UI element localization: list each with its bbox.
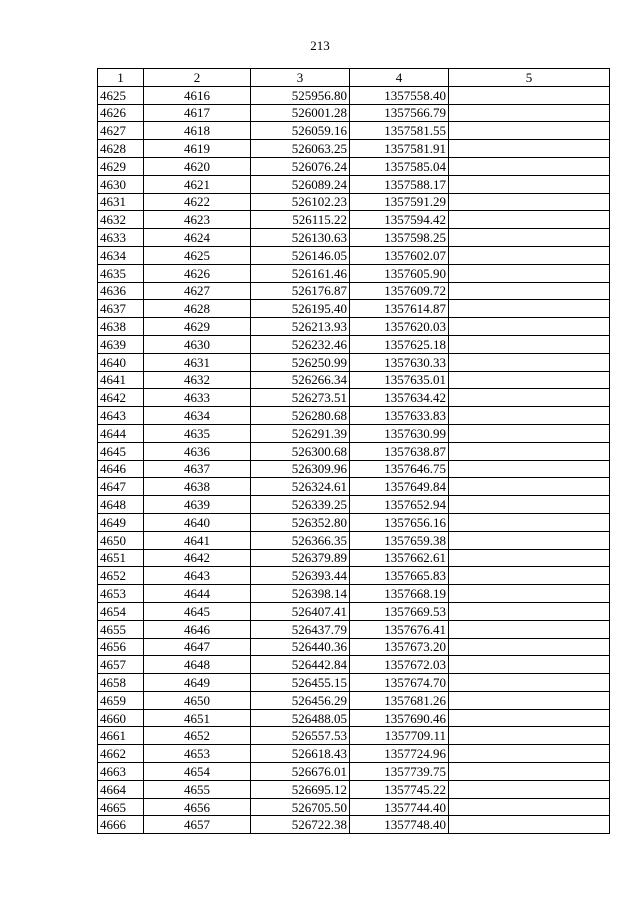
table-cell: 4658 (98, 674, 144, 692)
table-body (98, 86, 610, 833)
table-cell: 1357739.75 (350, 763, 449, 781)
table-cell: 4648 (144, 656, 251, 674)
table-cell: 4635 (98, 264, 144, 282)
table-cell: 4640 (98, 353, 144, 371)
table-cell (449, 335, 610, 353)
table-cell: 4638 (144, 478, 251, 496)
table-cell: 4657 (144, 816, 251, 834)
table-cell: 526176.87 (251, 282, 350, 300)
table-cell: 4650 (144, 691, 251, 709)
table-cell: 1357585.04 (350, 157, 449, 175)
table-cell: 1357598.25 (350, 229, 449, 247)
table-cell: 526089.24 (251, 175, 350, 193)
table-row (98, 442, 610, 460)
table-cell: 4646 (144, 620, 251, 638)
table-row (98, 104, 610, 122)
table-cell: 4632 (98, 211, 144, 229)
table-cell: 526324.61 (251, 478, 350, 496)
table-cell: 4664 (98, 780, 144, 798)
table-cell: 526455.15 (251, 674, 350, 692)
table-row (98, 496, 610, 514)
table-cell (449, 602, 610, 620)
table-cell: 1357659.38 (350, 531, 449, 549)
table-cell: 526130.63 (251, 229, 350, 247)
table-row (98, 602, 610, 620)
table-cell: 4622 (144, 193, 251, 211)
table-cell (449, 513, 610, 531)
table-row (98, 816, 610, 834)
table-cell (449, 763, 610, 781)
table-cell: 4619 (144, 140, 251, 158)
table-cell (449, 780, 610, 798)
table-row (98, 140, 610, 158)
table-cell: 4629 (144, 318, 251, 336)
table-cell (449, 478, 610, 496)
table-cell: 526705.50 (251, 798, 350, 816)
table-cell: 4651 (98, 549, 144, 567)
table-cell: 526676.01 (251, 763, 350, 781)
column-header: 3 (251, 69, 350, 87)
table-cell: 1357594.42 (350, 211, 449, 229)
table-row (98, 585, 610, 603)
table-cell: 4652 (98, 567, 144, 585)
table-cell: 1357674.70 (350, 674, 449, 692)
table-cell: 526161.46 (251, 264, 350, 282)
table-cell: 4626 (98, 104, 144, 122)
table-cell: 4655 (98, 620, 144, 638)
column-header: 5 (449, 69, 610, 87)
table-cell: 526266.34 (251, 371, 350, 389)
table-cell: 1357665.83 (350, 567, 449, 585)
table-cell: 4618 (144, 122, 251, 140)
table-cell: 4616 (144, 86, 251, 104)
table-cell: 4625 (144, 246, 251, 264)
table-cell: 526273.51 (251, 389, 350, 407)
table-cell: 526250.99 (251, 353, 350, 371)
table-cell: 526437.79 (251, 620, 350, 638)
table-cell (449, 585, 610, 603)
table-cell (449, 211, 610, 229)
table-cell: 526722.38 (251, 816, 350, 834)
table-cell (449, 175, 610, 193)
table-cell: 4654 (98, 602, 144, 620)
table-cell (449, 140, 610, 158)
table-row (98, 193, 610, 211)
column-header: 2 (144, 69, 251, 87)
table-cell: 1357656.16 (350, 513, 449, 531)
table-cell: 4653 (98, 585, 144, 603)
table-cell (449, 193, 610, 211)
table-cell: 526407.41 (251, 602, 350, 620)
table-cell: 4621 (144, 175, 251, 193)
table-cell: 4623 (144, 211, 251, 229)
table-cell (449, 229, 610, 247)
table-cell: 526232.46 (251, 335, 350, 353)
table-row (98, 229, 610, 247)
table-cell: 4649 (98, 513, 144, 531)
table-cell: 526146.05 (251, 246, 350, 264)
table-cell (449, 691, 610, 709)
table-cell: 1357634.42 (350, 389, 449, 407)
table-cell: 526300.68 (251, 442, 350, 460)
table-cell (449, 549, 610, 567)
table-row (98, 656, 610, 674)
table-cell: 1357630.33 (350, 353, 449, 371)
table-cell: 4661 (98, 727, 144, 745)
table-cell (449, 460, 610, 478)
table-row (98, 353, 610, 371)
table-cell: 4652 (144, 727, 251, 745)
column-header: 4 (350, 69, 449, 87)
table-cell (449, 424, 610, 442)
table-cell: 4665 (98, 798, 144, 816)
table-row (98, 282, 610, 300)
table-cell: 4631 (144, 353, 251, 371)
table-row (98, 318, 610, 336)
table-cell: 1357748.40 (350, 816, 449, 834)
table-cell: 4624 (144, 229, 251, 247)
table-cell: 1357633.83 (350, 407, 449, 425)
table-cell: 526393.44 (251, 567, 350, 585)
table-cell: 526398.14 (251, 585, 350, 603)
table-cell (449, 157, 610, 175)
table-row (98, 460, 610, 478)
table-cell: 526440.36 (251, 638, 350, 656)
table-row (98, 300, 610, 318)
table-cell: 1357673.20 (350, 638, 449, 656)
table-cell (449, 407, 610, 425)
table-cell: 4645 (144, 602, 251, 620)
table-cell: 526379.89 (251, 549, 350, 567)
table-cell: 4641 (144, 531, 251, 549)
table-cell: 4654 (144, 763, 251, 781)
table-cell: 526213.93 (251, 318, 350, 336)
table-cell: 526059.16 (251, 122, 350, 140)
table-cell (449, 353, 610, 371)
table-cell: 1357625.18 (350, 335, 449, 353)
table-cell: 4649 (144, 674, 251, 692)
table-cell: 526001.28 (251, 104, 350, 122)
table-cell: 526339.25 (251, 496, 350, 514)
table-cell: 4656 (144, 798, 251, 816)
table-row (98, 798, 610, 816)
table-cell: 4631 (98, 193, 144, 211)
table-cell: 1357681.26 (350, 691, 449, 709)
table-cell (449, 620, 610, 638)
table-cell: 1357638.87 (350, 442, 449, 460)
table-cell: 526456.29 (251, 691, 350, 709)
table-row (98, 531, 610, 549)
table-cell: 4636 (98, 282, 144, 300)
table-row (98, 763, 610, 781)
table-cell: 1357690.46 (350, 709, 449, 727)
table-row (98, 86, 610, 104)
table-cell: 1357646.75 (350, 460, 449, 478)
table-cell (449, 727, 610, 745)
table-cell (449, 86, 610, 104)
table-cell: 1357744.40 (350, 798, 449, 816)
table-cell: 526695.12 (251, 780, 350, 798)
table-cell: 1357602.07 (350, 246, 449, 264)
table-cell: 4650 (98, 531, 144, 549)
table-row (98, 620, 610, 638)
table-cell: 4644 (144, 585, 251, 603)
table-cell: 4630 (144, 335, 251, 353)
table-cell: 526063.25 (251, 140, 350, 158)
table-cell: 1357581.55 (350, 122, 449, 140)
table-cell: 1357669.53 (350, 602, 449, 620)
table-cell: 4655 (144, 780, 251, 798)
table-cell: 4647 (98, 478, 144, 496)
table-cell (449, 531, 610, 549)
table-row (98, 157, 610, 175)
page-number: 213 (310, 38, 330, 53)
table-row (98, 727, 610, 745)
table-cell: 4644 (98, 424, 144, 442)
table-cell: 4643 (144, 567, 251, 585)
table-cell: 4659 (98, 691, 144, 709)
table-row (98, 335, 610, 353)
table-cell: 1357662.61 (350, 549, 449, 567)
table-row (98, 745, 610, 763)
table-cell: 4633 (144, 389, 251, 407)
table-cell: 4647 (144, 638, 251, 656)
table-row (98, 211, 610, 229)
table-row (98, 478, 610, 496)
table-cell: 526618.43 (251, 745, 350, 763)
table-cell (449, 264, 610, 282)
table-cell: 4627 (98, 122, 144, 140)
table-row (98, 122, 610, 140)
table-cell (449, 745, 610, 763)
table-row (98, 389, 610, 407)
table-row (98, 638, 610, 656)
table-cell: 1357649.84 (350, 478, 449, 496)
table-cell: 4630 (98, 175, 144, 193)
table-cell: 4628 (98, 140, 144, 158)
table-cell: 1357668.19 (350, 585, 449, 603)
table-cell: 525956.80 (251, 86, 350, 104)
table-cell: 4641 (98, 371, 144, 389)
table-cell: 1357566.79 (350, 104, 449, 122)
table-cell: 1357630.99 (350, 424, 449, 442)
table-row (98, 513, 610, 531)
table-cell (449, 318, 610, 336)
table-cell: 526115.22 (251, 211, 350, 229)
table-cell: 526488.05 (251, 709, 350, 727)
table-cell: 1357609.72 (350, 282, 449, 300)
table-cell: 4620 (144, 157, 251, 175)
table-cell: 4634 (98, 246, 144, 264)
table-cell: 4627 (144, 282, 251, 300)
table-cell: 4660 (98, 709, 144, 727)
table-row (98, 407, 610, 425)
table-cell: 4617 (144, 104, 251, 122)
table-row (98, 674, 610, 692)
table-row (98, 780, 610, 798)
table-cell (449, 638, 610, 656)
table-cell: 4646 (98, 460, 144, 478)
table-cell (449, 674, 610, 692)
table-cell: 4635 (144, 424, 251, 442)
table-cell: 4663 (98, 763, 144, 781)
table-cell (449, 442, 610, 460)
table-row (98, 175, 610, 193)
table-cell: 4632 (144, 371, 251, 389)
table-row (98, 549, 610, 567)
table-cell: 526076.24 (251, 157, 350, 175)
table-cell: 4625 (98, 86, 144, 104)
table-cell: 4637 (144, 460, 251, 478)
table-cell (449, 300, 610, 318)
table-cell (449, 104, 610, 122)
table-cell (449, 567, 610, 585)
table-cell: 4639 (144, 496, 251, 514)
table-cell (449, 496, 610, 514)
table-cell (449, 816, 610, 834)
table-cell (449, 371, 610, 389)
table-cell: 4639 (98, 335, 144, 353)
table-cell: 4638 (98, 318, 144, 336)
table-cell: 4656 (98, 638, 144, 656)
coordinates-table (97, 68, 610, 834)
table-row (98, 371, 610, 389)
table-cell: 1357652.94 (350, 496, 449, 514)
table-cell: 4653 (144, 745, 251, 763)
table-cell: 526309.96 (251, 460, 350, 478)
table-cell: 4628 (144, 300, 251, 318)
table-cell: 1357724.96 (350, 745, 449, 763)
table-cell: 4642 (144, 549, 251, 567)
table-cell: 526102.23 (251, 193, 350, 211)
table-cell: 1357709.11 (350, 727, 449, 745)
table-cell: 4633 (98, 229, 144, 247)
table-cell: 4645 (98, 442, 144, 460)
table-cell: 1357745.22 (350, 780, 449, 798)
table-cell: 4651 (144, 709, 251, 727)
table-cell: 1357581.91 (350, 140, 449, 158)
table-cell: 4657 (98, 656, 144, 674)
table-row (98, 424, 610, 442)
table-cell (449, 709, 610, 727)
table-cell: 526442.84 (251, 656, 350, 674)
table-cell (449, 656, 610, 674)
table-cell: 4637 (98, 300, 144, 318)
table-cell: 526291.39 (251, 424, 350, 442)
table-cell (449, 798, 610, 816)
table-cell: 4662 (98, 745, 144, 763)
table-cell: 4629 (98, 157, 144, 175)
table-cell: 4648 (98, 496, 144, 514)
table-cell: 526280.68 (251, 407, 350, 425)
table-cell: 4626 (144, 264, 251, 282)
table-row (98, 246, 610, 264)
table-cell: 4666 (98, 816, 144, 834)
table-cell (449, 122, 610, 140)
table-cell: 4642 (98, 389, 144, 407)
table-cell: 1357558.40 (350, 86, 449, 104)
table-cell: 526366.35 (251, 531, 350, 549)
table-header-row (98, 69, 610, 87)
table-cell: 1357635.01 (350, 371, 449, 389)
table-cell: 4636 (144, 442, 251, 460)
column-header: 1 (98, 69, 144, 87)
table-cell: 1357614.87 (350, 300, 449, 318)
table-cell: 1357588.17 (350, 175, 449, 193)
table-cell: 1357620.03 (350, 318, 449, 336)
table-row (98, 567, 610, 585)
table-cell: 526352.80 (251, 513, 350, 531)
table-row (98, 691, 610, 709)
table-cell: 4640 (144, 513, 251, 531)
table-cell: 4643 (98, 407, 144, 425)
table-row (98, 264, 610, 282)
table-cell: 526195.40 (251, 300, 350, 318)
table-cell: 526557.53 (251, 727, 350, 745)
table-cell: 4634 (144, 407, 251, 425)
table-cell: 1357676.41 (350, 620, 449, 638)
table-cell (449, 246, 610, 264)
table-cell: 1357591.29 (350, 193, 449, 211)
table-cell: 1357672.03 (350, 656, 449, 674)
table-row (98, 709, 610, 727)
table-cell (449, 282, 610, 300)
table-cell: 1357605.90 (350, 264, 449, 282)
table-cell (449, 389, 610, 407)
